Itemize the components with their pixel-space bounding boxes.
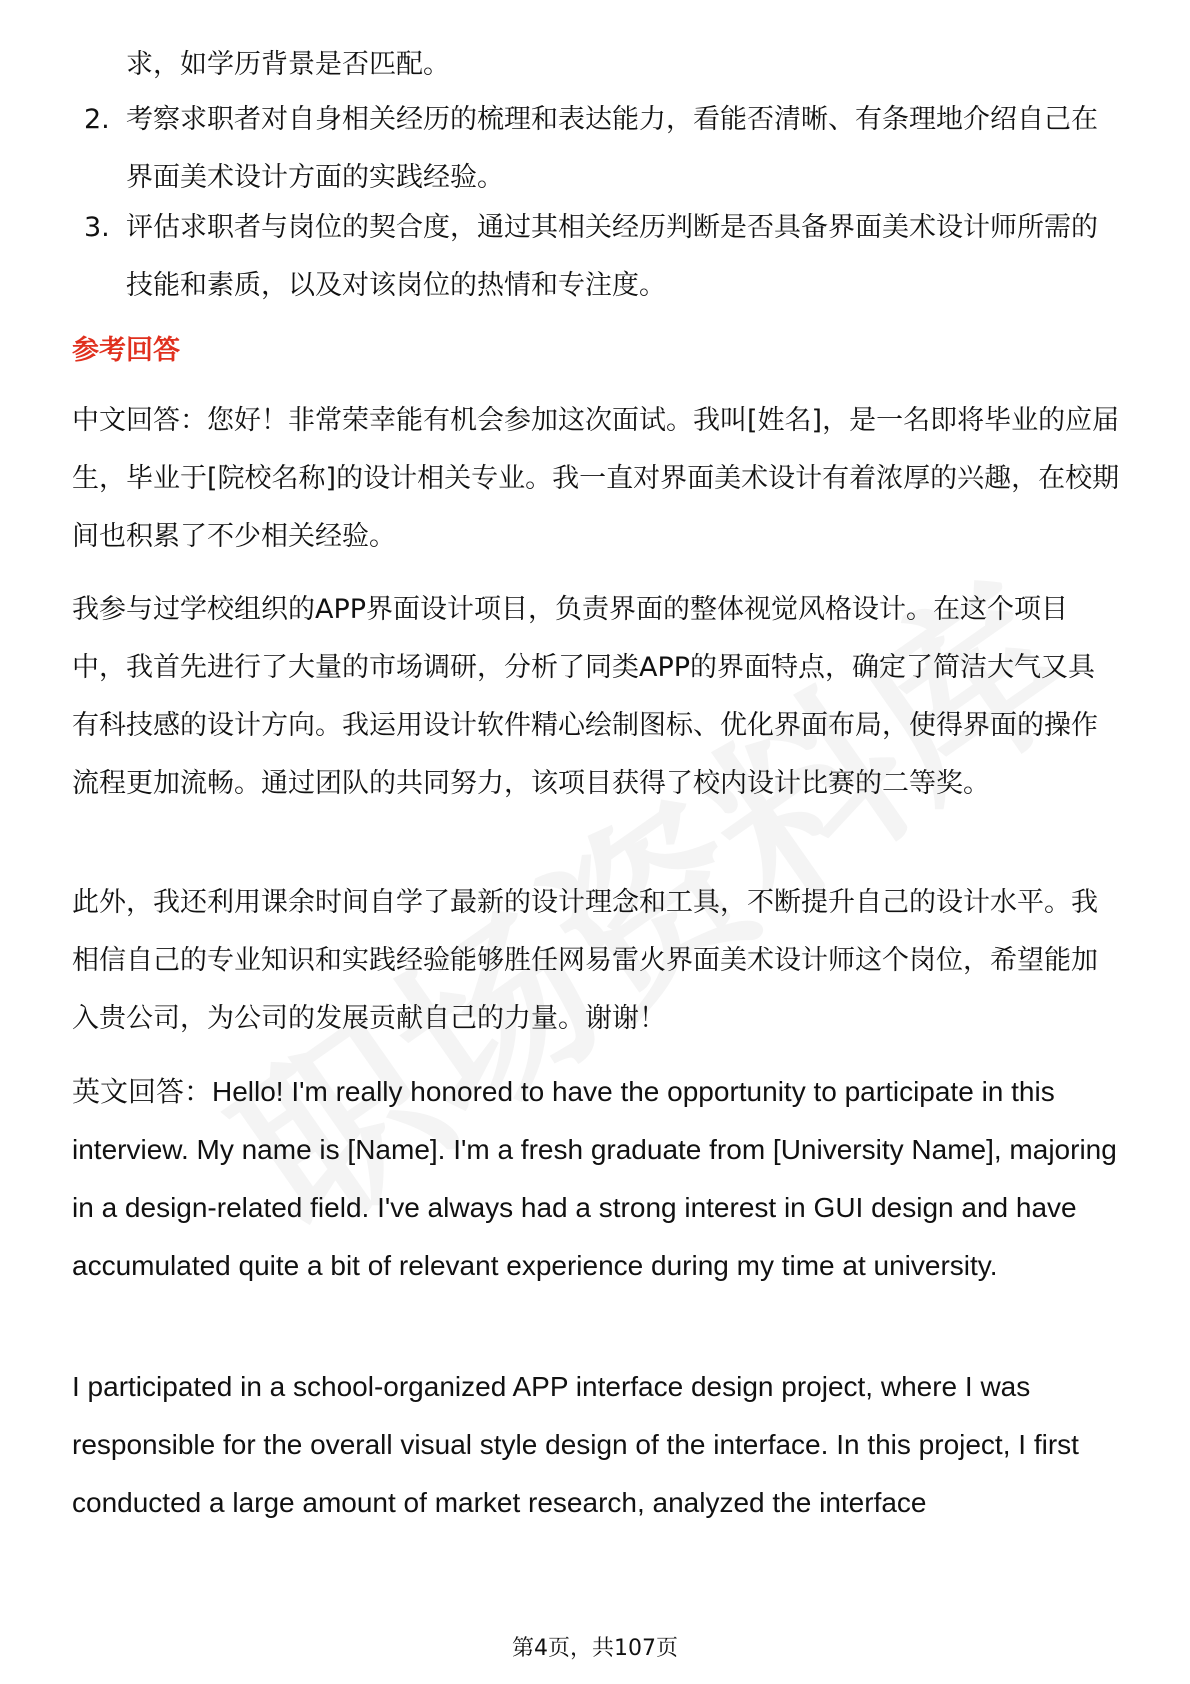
paragraph-en: I participated in a school-organized APP interface design project, where I was responsible for the overall visual style design of the interface. In this project, I first conducted a large amount of market research, analyzed the interface xyxy=(72,1371,1079,1518)
paragraph-cn: 此外，我还利用课余时间自学了最新的设计理念和工具，不断提升自己的设计水平。我相信自己的专业知识和实践经验能够胜任网易雷火界面美术设计师这个岗位，希望能加入贵公司，为公司的发展贡献自己的力量。谢谢！ xyxy=(72,887,1098,1034)
paragraph-en: 英文回答：Hello! I'm really honored to have the opportunity to participate in this interview. My name is [Name]. I'm a fresh graduate from [University Name], majoring in a design-related field. I've always had a strong interest in GUI design and have accumulated quite a bit of relevant experience during my time at university. xyxy=(72,1076,1117,1281)
list-item-continuation: 求，如学历背景是否匹配。 xyxy=(126,49,450,80)
list-item xyxy=(72,91,1122,207)
list-number: 3. xyxy=(84,212,110,243)
list-number: 2. xyxy=(84,104,110,135)
page-footer: 第4页，共107页 xyxy=(512,1636,678,1661)
list-item-text: 评估求职者与岗位的契合度，通过其相关经历判断是否具备界面美术设计师所需的技能和素质，以及对该岗位的热情和专注度。 xyxy=(126,212,1098,301)
list-item-text: 考察求职者对自身相关经历的梳理和表达能力，看能否清晰、有条理地介绍自己在界面美术设计方面的实践经验。 xyxy=(126,104,1098,193)
list-item xyxy=(72,199,1122,315)
paragraph-cn: 中文回答：您好！非常荣幸能有机会参加这次面试。我叫[姓名]，是一名即将毕业的应届生，毕业于[院校名称]的设计相关专业。我一直对界面美术设计有着浓厚的兴趣，在校期间也积累了不少相关经验。 xyxy=(72,405,1120,552)
paragraph-cn: 我参与过学校组织的APP界面设计项目，负责界面的整体视觉风格设计。在这个项目中，我首先进行了大量的市场调研，分析了同类APP的界面特点，确定了简洁大气又具有科技感的设计方向。我运用设计软件精心绘制图标、优化界面布局，使得界面的操作流程更加流畅。通过团队的共同努力，该项目获得了校内设计比赛的二等奖。 xyxy=(72,594,1098,799)
section-heading: 参考回答 xyxy=(72,335,180,366)
